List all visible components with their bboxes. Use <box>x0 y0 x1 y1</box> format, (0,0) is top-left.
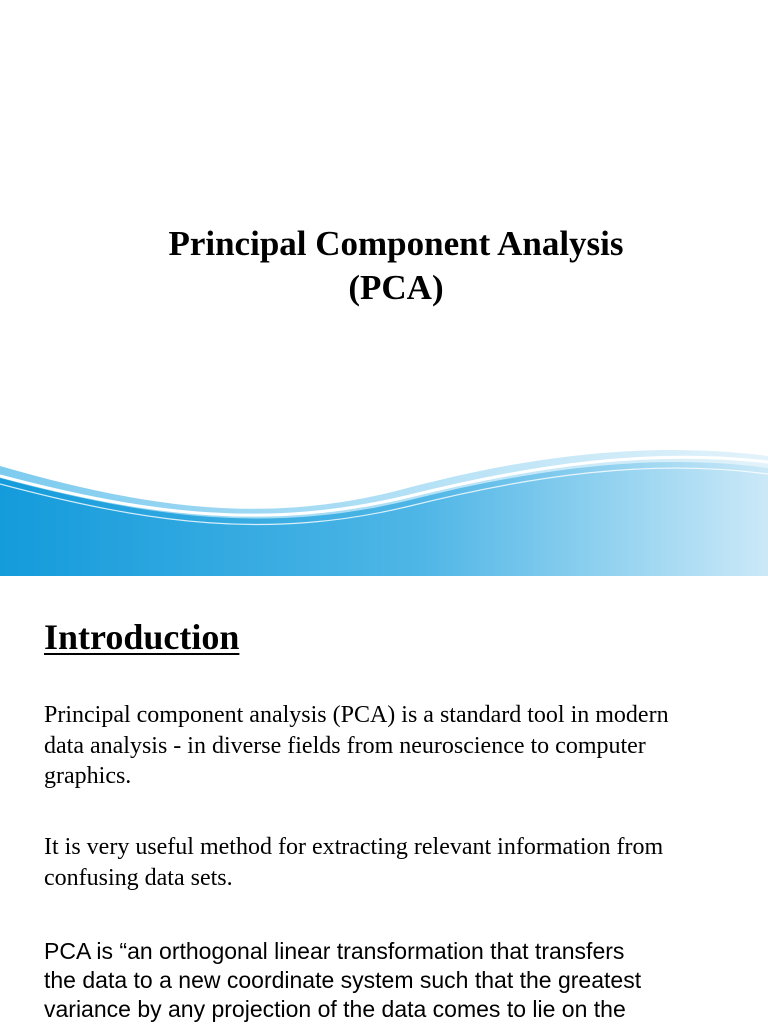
paragraph-2-line-2: confusing data sets. <box>44 864 233 891</box>
paragraph-1-line-2: data analysis - in diverse fields from neuroscience to computer <box>44 732 646 759</box>
paragraph-3-line-2: the data to a new coordinate system such that the greatest <box>44 967 642 993</box>
paragraph-1-line-3: graphics. <box>44 763 132 789</box>
paragraph-3-line-3: variance by any projection of the data comes to lie on the <box>44 996 626 1022</box>
paragraph-2 <box>44 832 744 893</box>
paragraph-2-line-1: It is very useful method for extracting relevant information from <box>44 834 664 860</box>
slide-title-line-2: (PCA) <box>348 268 444 307</box>
slide-title-line-1: Principal Component Analysis <box>168 224 624 263</box>
slide-title <box>0 222 768 310</box>
paragraph-1 <box>44 700 744 792</box>
decorative-wave-banner <box>0 430 768 576</box>
wave-main-body <box>0 462 768 576</box>
paragraph-3-line-1: PCA is “an orthogonal linear transformation that transfers <box>44 938 625 964</box>
section-heading: Introduction <box>44 617 240 657</box>
paragraph-3 <box>44 937 764 1024</box>
paragraph-1-line-1: Principal component analysis (PCA) is a standard tool in modern <box>44 702 669 728</box>
